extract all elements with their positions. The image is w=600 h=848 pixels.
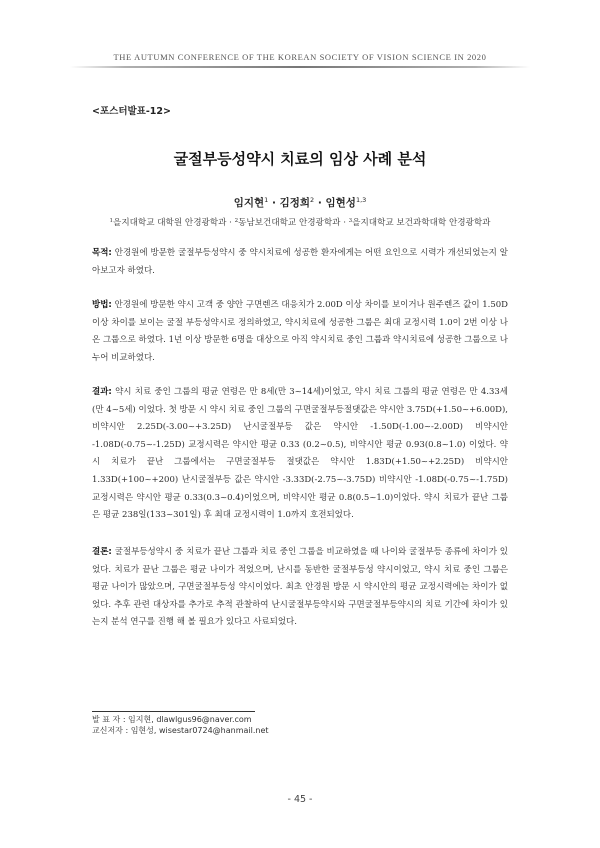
affiliation: 을지대학교 대학원 안경광학과 (113, 218, 227, 228)
page-number: - 45 - (287, 794, 313, 805)
affiliation-mark: 2 (234, 218, 239, 224)
presenter-footnote: 발 표 자 : 임지현, dlawlgus96@naver.com (92, 715, 252, 724)
affiliation: 동남보건대학교 안경광학과 (238, 218, 341, 228)
author-affiliation-mark: 1 (264, 196, 269, 204)
running-header: THE AUTUMN CONFERENCE OF THE KOREAN SOCIETY OF VISION SCIENCE IN 2020 (113, 52, 487, 62)
section-text: 굴절부등성약시 중 치료가 끝난 그룹과 치료 중인 그룹을 비교하였을 때 나이와 굴절부등 종류에 차이가 있었다. 치료가 끝난 그룹은 평균 나이가 적었으며, 난시를 동반한 굴절부등성 약시이었고, 약시 치료 중인 그룹은 평균 나이가 많았으며, 구면굴절부등성 약시이었다. 최초 안경원 방문 시 약시안의 평균 교정시력에는 차이가 없었다. 추후 관련 대상자를 추가로 추적 관찰하여 난시굴절부등약시와 구면굴절부등약시의 치료 기간에 차이가 있는지 분석 연구를 진행 해 볼 필요가 있다고 사료되었다. (92, 547, 508, 628)
affiliations (90, 213, 510, 232)
section-label: 방법: (92, 300, 112, 310)
conclusion-section (92, 544, 508, 632)
affiliation-separator: · (343, 218, 346, 228)
affiliation: 을지대학교 보건과학대학 안경광학과 (352, 218, 491, 228)
paper-title: 굴절부등성약시 치료의 임상 사례 분석 (173, 150, 427, 168)
header-rule (70, 66, 530, 68)
section-text: 안경원에 방문한 약시 고객 중 양안 구면렌즈 대응치가 2.00D 이상 차이를 보이거나 원주렌즈 값이 1.50D 이상 차이를 보이는 굴절 부등성약시로 정의하였고, 약시치료에 성공한 그룹은 최대 교정시력 1.0이 2번 이상 나온 그룹으로 하였다. 1년 이상 방문한 6명을 대상으로 아직 약시치료 중인 그룹과 약시치료에 성공한 그룹으로 나누어 비교하였다. (92, 300, 509, 363)
result-section (92, 384, 508, 525)
section-label: 목적: (92, 248, 112, 258)
affiliation-separator: · (229, 218, 232, 228)
affiliation-mark: 3 (348, 218, 353, 224)
author-name: 임현성 (325, 197, 356, 209)
author-separator: · (317, 197, 322, 209)
author-affiliation-mark: 1,3 (355, 196, 367, 204)
purpose-section (92, 245, 508, 280)
author-name: 임지현 (233, 197, 265, 209)
affiliation-mark: 1 (109, 218, 114, 224)
author-separator: · (271, 197, 276, 209)
author-list (0, 195, 600, 210)
session-label: <포스터발표-12> (92, 106, 171, 117)
section-label: 결론: (92, 547, 112, 557)
section-text: 약시 치료 중인 그룹의 평균 연령은 만 8세(만 3~14세)이었고, 약시 치료 그룹의 평균 연령은 만 4.33세(만 4~5세) 이었다. 첫 방문 시 약시 치료 중인 그룹의 구면굴절부등절댓값은 약시안 3.75D(+1.50~+6.00D), 비약시안 2.25D(-3.00~+3.25D) 난시굴절부등 값은 약시안 -1.50D(-1.00~-2.00D) 비약시안 -1.08D(-0.75~-1.25D) 교정시력은 약시안 평균 0.33 (0.2~0.5), 비약시안 평균 0.93(0.8~1.0) 이었다. 약시 치료가 끝난 그룹에서는 구면굴절부등 절댓값은 약시안 1.83D(+1.50~+2.25D) 비약시안 1.33D(+100~+200) 난시굴절부등 값은 약시안 -3.33D(-2.75~-3.75D) 비약시안 -1.08D(-0.75~-1.75D) 교정시력은 약시안 평균 0.33(0.3~0.4)이었으며, 비약시안 평균 0.8(0.5~1.0)이었다. 약시 치료가 끝난 그룹은 평균 238일(133~301일) 후 최대 교정시력이 1.0까지 호전되었다. (92, 387, 509, 521)
author-affiliation-mark: 2 (310, 196, 315, 204)
footnote-rule (92, 711, 255, 712)
method-section (92, 297, 508, 367)
corresponding-author-footnote: 교신저자 : 임현성, wisestar0724@hanmail.net (92, 726, 269, 735)
section-label: 결과: (92, 387, 112, 397)
section-text: 안경원에 방문한 굴절부등성약시 중 약시치료에 성공한 환자에게는 어떤 요인으로 시력가 개선되었는지 알아보고자 하였다. (92, 248, 509, 276)
author-name: 김정희 (279, 197, 311, 209)
